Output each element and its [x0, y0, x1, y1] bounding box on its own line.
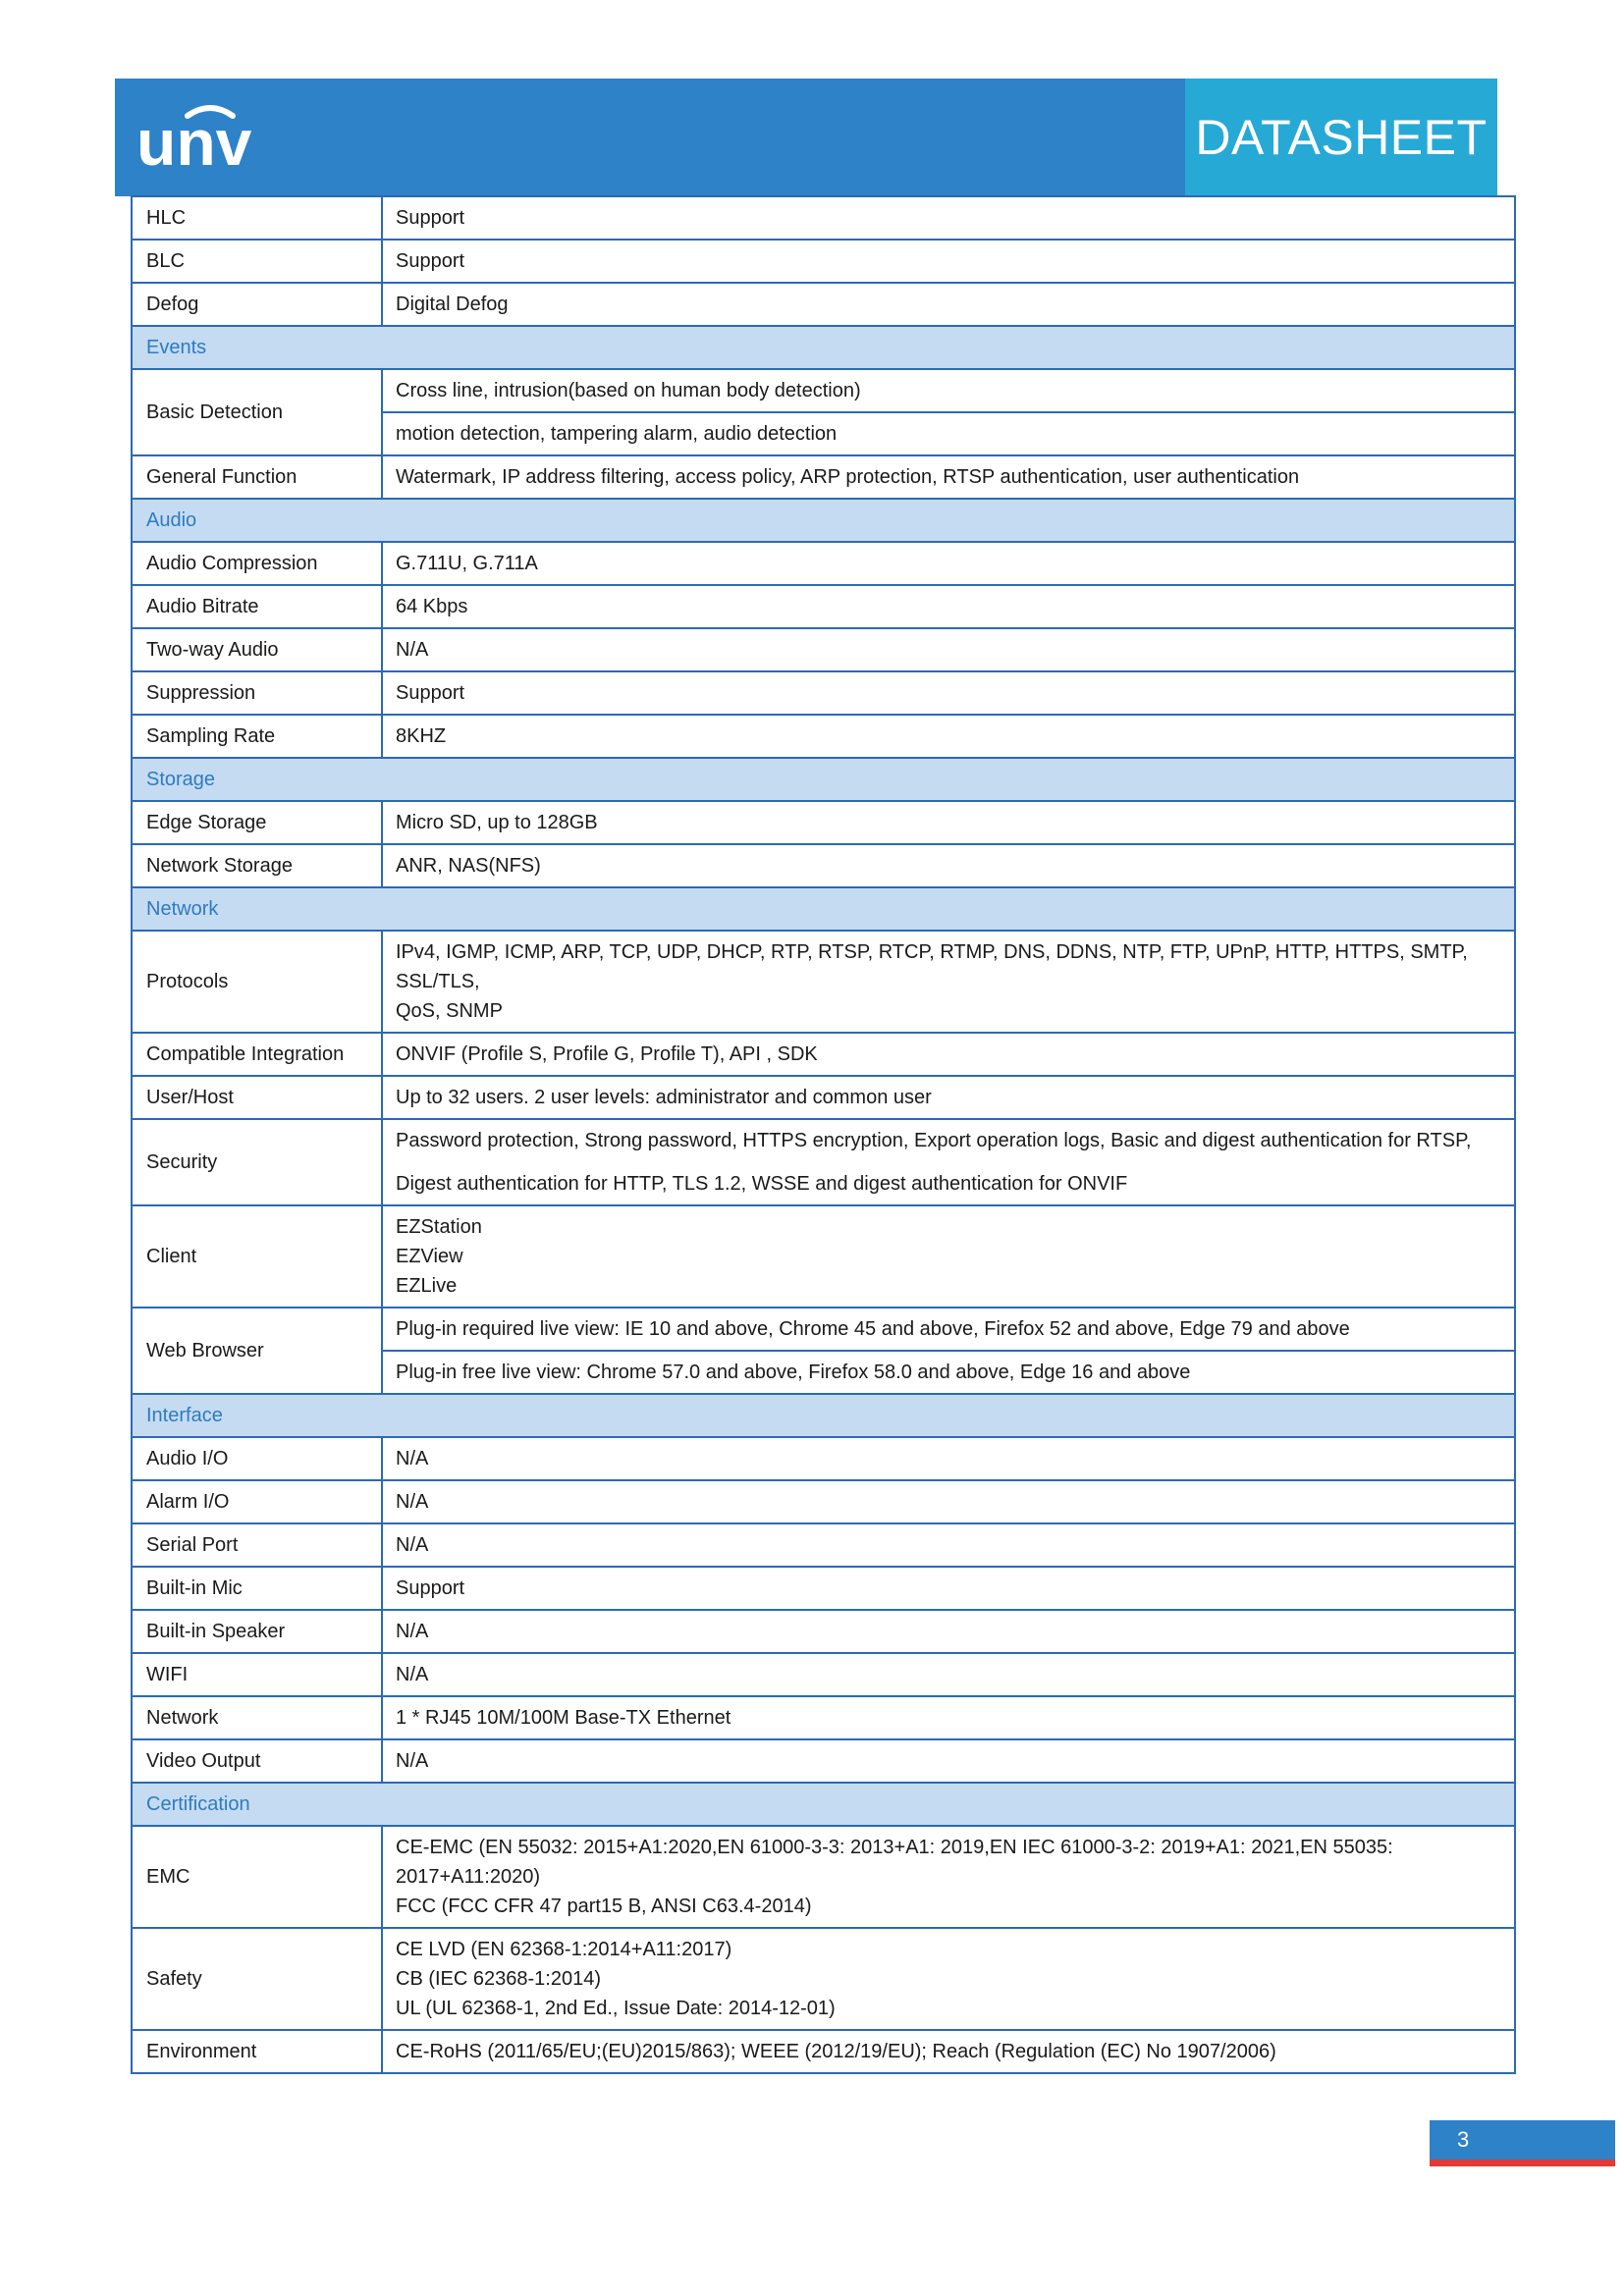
spec-row — [132, 801, 1515, 844]
section-title: Storage — [132, 758, 1515, 801]
spec-value-line: IPv4, IGMP, ICMP, ARP, TCP, UDP, DHCP, RTP, RTSP, RTCP, RTMP, DNS, DDNS, NTP, FTP, UPnP, HTTP, HTTPS, SMTP, SSL/TLS, — [396, 941, 1468, 992]
spec-value-line: N/A — [396, 1448, 429, 1469]
spec-value-line: 1 * RJ45 10M/100M Base-TX Ethernet — [396, 1707, 731, 1729]
spec-row — [132, 2030, 1515, 2073]
spec-value — [382, 1696, 1515, 1739]
spec-label: HLC — [132, 196, 382, 240]
svg-text:unv: unv — [136, 106, 252, 175]
spec-label: EMC — [132, 1826, 382, 1928]
spec-label: Built-in Speaker — [132, 1610, 382, 1653]
spec-row — [132, 1033, 1515, 1076]
spec-row — [132, 1567, 1515, 1610]
spec-label: Audio Bitrate — [132, 585, 382, 628]
spec-value-line: 2017+A11:2020) — [396, 1866, 540, 1888]
spec-label: Environment — [132, 2030, 382, 2073]
spec-value-line: QoS, SNMP — [396, 1000, 503, 1022]
spec-label: Alarm I/O — [132, 1480, 382, 1523]
spec-row — [132, 1696, 1515, 1739]
spec-value — [382, 1119, 1515, 1205]
spec-row — [132, 1826, 1515, 1928]
section-header-row — [132, 758, 1515, 801]
spec-row — [132, 1523, 1515, 1567]
spec-value-line: CE-EMC (EN 55032: 2015+A1:2020,EN 61000-3-3: 2013+A1: 2019,EN IEC 61000-3-2: 2019+A1: 2021,EN 55035: — [396, 1837, 1393, 1858]
spec-label: Safety — [132, 1928, 382, 2030]
spec-value — [382, 715, 1515, 758]
section-title: Events — [132, 326, 1515, 369]
spec-value-line: Cross line, intrusion(based on human body detection) — [396, 380, 861, 401]
spec-label: Protocols — [132, 931, 382, 1033]
spec-label: Audio I/O — [132, 1437, 382, 1480]
spec-value — [382, 1076, 1515, 1119]
spec-value — [382, 240, 1515, 283]
page-number-underline — [1430, 2160, 1615, 2166]
spec-value-line: G.711U, G.711A — [396, 553, 538, 574]
spec-value — [382, 671, 1515, 715]
spec-value-line: Password protection, Strong password, HTTPS encryption, Export operation logs, Basic and digest authentication for RTSP, — [396, 1130, 1472, 1151]
spec-row — [132, 1480, 1515, 1523]
spec-row — [132, 715, 1515, 758]
spec-value — [382, 1826, 1515, 1928]
spec-value — [382, 1567, 1515, 1610]
spec-label: Compatible Integration — [132, 1033, 382, 1076]
spec-row — [132, 240, 1515, 283]
spec-row — [132, 196, 1515, 240]
spec-label: Serial Port — [132, 1523, 382, 1567]
spec-value — [382, 585, 1515, 628]
spec-value-line: UL (UL 62368-1, 2nd Ed., Issue Date: 2014-12-01) — [396, 1998, 836, 2019]
spec-value-line: 8KHZ — [396, 725, 447, 747]
spec-label: Edge Storage — [132, 801, 382, 844]
spec-value — [382, 801, 1515, 844]
spec-value-line: motion detection, tampering alarm, audio detection — [396, 423, 838, 445]
spec-value-line: Watermark, IP address filtering, access policy, ARP protection, RTSP authentication, user authentication — [396, 466, 1300, 488]
section-header-row — [132, 499, 1515, 542]
spec-row — [132, 1205, 1515, 1308]
spec-value-line: N/A — [396, 1750, 429, 1772]
spec-value — [382, 283, 1515, 326]
spec-value-line: EZView — [396, 1246, 463, 1267]
spec-value-line: Digest authentication for HTTP, TLS 1.2, WSSE and digest authentication for ONVIF — [396, 1173, 1128, 1195]
spec-value — [382, 1033, 1515, 1076]
section-header-row — [132, 326, 1515, 369]
spec-value-line: Support — [396, 1577, 465, 1599]
spec-value-line: CE LVD (EN 62368-1:2014+A11:2017) — [396, 1939, 732, 1960]
spec-value — [382, 369, 1515, 412]
spec-value-line: N/A — [396, 1664, 429, 1685]
spec-label: Suppression — [132, 671, 382, 715]
spec-row — [132, 585, 1515, 628]
spec-value-line: Support — [396, 207, 465, 229]
section-header-row — [132, 887, 1515, 931]
spec-label: General Function — [132, 455, 382, 499]
spec-label: Sampling Rate — [132, 715, 382, 758]
spec-value-line: Plug-in free live view: Chrome 57.0 and above, Firefox 58.0 and above, Edge 16 and above — [396, 1362, 1191, 1383]
spec-value — [382, 1351, 1515, 1394]
header-banner — [115, 79, 1497, 196]
section-header-row — [132, 1394, 1515, 1437]
spec-row — [132, 671, 1515, 715]
spec-label: Security — [132, 1119, 382, 1205]
section-title: Audio — [132, 499, 1515, 542]
spec-row — [132, 542, 1515, 585]
spec-row — [132, 628, 1515, 671]
spec-label: Web Browser — [132, 1308, 382, 1394]
spec-value-line: Support — [396, 250, 465, 272]
spec-value — [382, 1653, 1515, 1696]
spec-label: User/Host — [132, 1076, 382, 1119]
spec-row — [132, 1653, 1515, 1696]
section-title: Interface — [132, 1394, 1515, 1437]
spec-value-line: Digital Defog — [396, 294, 509, 315]
spec-label: Defog — [132, 283, 382, 326]
spec-value-line: Plug-in required live view: IE 10 and above, Chrome 45 and above, Firefox 52 and above, Edge 79 and above — [396, 1318, 1350, 1340]
spec-value — [382, 1523, 1515, 1567]
spec-value-line: CB (IEC 62368-1:2014) — [396, 1968, 602, 1990]
spec-value-line: CE-RoHS (2011/65/EU;(EU)2015/863); WEEE (2012/19/EU); Reach (Regulation (EC) No 1907/2006) — [396, 2041, 1276, 2062]
spec-value — [382, 1480, 1515, 1523]
section-title: Network — [132, 887, 1515, 931]
section-header-row — [132, 1783, 1515, 1826]
page-number: 3 — [1430, 2120, 1615, 2160]
spec-row — [132, 283, 1515, 326]
unv-logo — [136, 96, 284, 175]
spec-row — [132, 1610, 1515, 1653]
spec-value-line: N/A — [396, 639, 429, 661]
spec-row — [132, 1739, 1515, 1783]
spec-value — [382, 1308, 1515, 1351]
spec-label: Basic Detection — [132, 369, 382, 455]
spec-row — [132, 1076, 1515, 1119]
spec-row — [132, 369, 1515, 412]
spec-value-line: N/A — [396, 1534, 429, 1556]
spec-row — [132, 1119, 1515, 1205]
spec-value — [382, 1205, 1515, 1308]
spec-value-line: 64 Kbps — [396, 596, 468, 617]
spec-row — [132, 1308, 1515, 1351]
spec-value — [382, 844, 1515, 887]
spec-label: Video Output — [132, 1739, 382, 1783]
spec-value — [382, 2030, 1515, 2073]
spec-value-line: ONVIF (Profile S, Profile G, Profile T), API , SDK — [396, 1043, 818, 1065]
datasheet-badge — [1185, 79, 1497, 196]
spec-row — [132, 1437, 1515, 1480]
spec-label: Audio Compression — [132, 542, 382, 585]
spec-value — [382, 931, 1515, 1033]
spec-value — [382, 412, 1515, 455]
spec-row — [132, 844, 1515, 887]
spec-value — [382, 1928, 1515, 2030]
spec-table — [131, 195, 1516, 2074]
spec-value-line: EZLive — [396, 1275, 458, 1297]
spec-value-line: N/A — [396, 1621, 429, 1642]
spec-label: Two-way Audio — [132, 628, 382, 671]
spec-value — [382, 1437, 1515, 1480]
spec-value-line: Support — [396, 682, 465, 704]
spec-row — [132, 455, 1515, 499]
spec-value — [382, 455, 1515, 499]
spec-value — [382, 196, 1515, 240]
spec-row — [132, 1928, 1515, 2030]
spec-label: WIFI — [132, 1653, 382, 1696]
spec-value — [382, 1610, 1515, 1653]
spec-value-line: Up to 32 users. 2 user levels: administrator and common user — [396, 1087, 932, 1108]
spec-value-line: Micro SD, up to 128GB — [396, 812, 598, 833]
spec-label: Built-in Mic — [132, 1567, 382, 1610]
spec-label: Client — [132, 1205, 382, 1308]
spec-value — [382, 628, 1515, 671]
spec-value-line: N/A — [396, 1491, 429, 1513]
spec-row — [132, 931, 1515, 1033]
spec-value-line: EZStation — [396, 1216, 482, 1238]
section-title: Certification — [132, 1783, 1515, 1826]
spec-value-line: ANR, NAS(NFS) — [396, 855, 541, 877]
spec-label: BLC — [132, 240, 382, 283]
datasheet-label: DATASHEET — [1195, 110, 1488, 165]
spec-value — [382, 542, 1515, 585]
spec-label: Network — [132, 1696, 382, 1739]
spec-label: Network Storage — [132, 844, 382, 887]
spec-value — [382, 1739, 1515, 1783]
spec-value-line: FCC (FCC CFR 47 part15 B, ANSI C63.4-2014) — [396, 1896, 812, 1917]
